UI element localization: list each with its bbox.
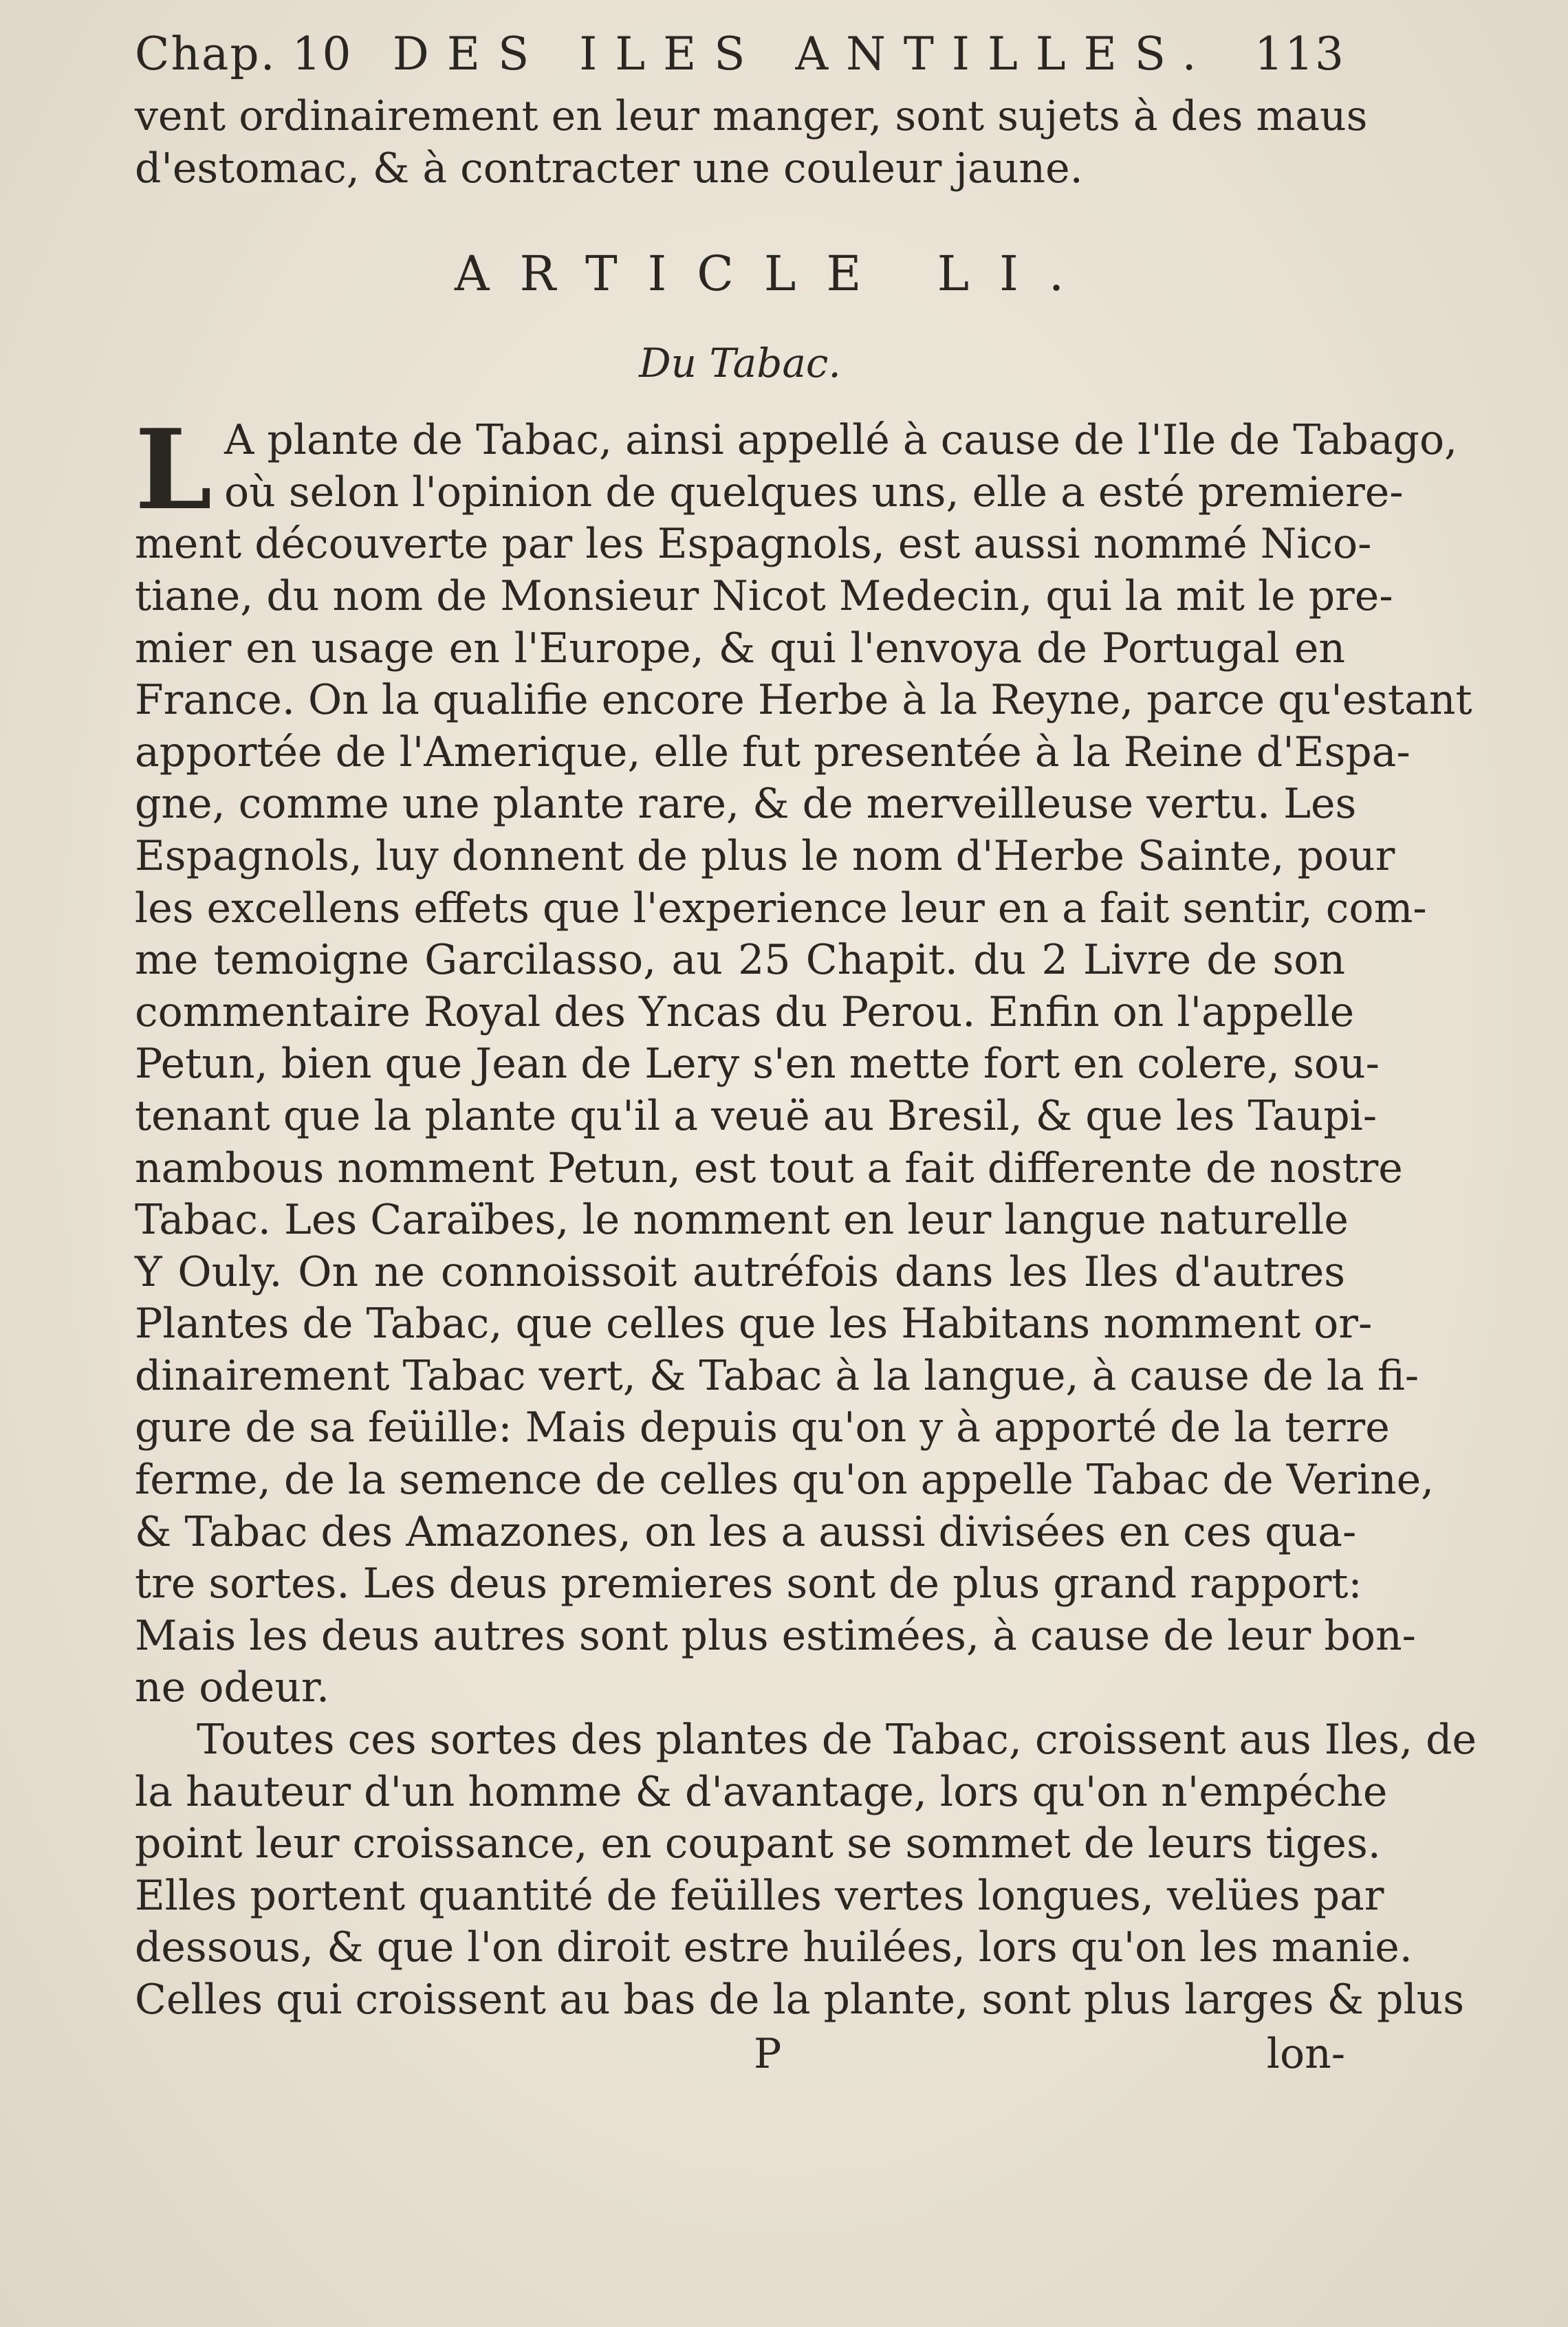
text-line: tenant que la plante qu'il a veuë au Bresil, & que les Taupi- [135, 1091, 1378, 1140]
signature-mark: P [754, 2029, 782, 2078]
text-line: mier en usage en l'Europe, & qui l'envoya de Portugal en [135, 624, 1345, 673]
text-line: Y Ouly. On ne connoissoit autréfois dans les Iles d'autres [135, 1247, 1345, 1296]
text-line: où selon l'opinion de quelques uns, elle a esté premiere- [224, 468, 1404, 516]
running-head [135, 28, 1345, 91]
text-line: me temoigne Garcilasso, au 25 Chapit. du 2 Livre de son [135, 936, 1345, 985]
text-line: gure de sa feüille: Mais depuis qu'on y à apporté de la terre [135, 1403, 1390, 1452]
drop-cap: L [135, 405, 213, 535]
text-line: vent ordinairement en leur manger, sont sujets à des maus [135, 92, 1368, 140]
catchword: lon- [1266, 2029, 1345, 2078]
text-line: Tabac. Les Caraïbes, le nomment en leur langue naturelle [135, 1196, 1349, 1245]
text-line: point leur croissance, en coupant se sommet de leurs tiges. [135, 1820, 1381, 1868]
text-line: apportée de l'Amerique, elle fut presentée à la Reine d'Espa- [135, 728, 1411, 776]
article-heading: ARTICLE LI. [454, 245, 1095, 303]
page-number: 113 [1254, 28, 1345, 80]
text-line: dinairement Tabac vert, & Tabac à la langue, à cause de la fi- [135, 1351, 1419, 1400]
text-line: Petun, bien que Jean de Lery s'en mette fort en colere, sou- [135, 1040, 1380, 1089]
text-line: Mais les deus autres sont plus estimées, à cause de leur bon- [135, 1611, 1416, 1660]
text-line: A plante de Tabac, ainsi appellé à cause de l'Ile de Tabago, [224, 416, 1458, 465]
paragraph [135, 405, 1472, 1714]
text-line: ment découverte par les Espagnols, est aussi nommé Nico- [135, 520, 1372, 569]
text-line: d'estomac, & à contracter une couleur jaune. [135, 144, 1083, 193]
text-line: Celles qui croissent au bas de la plante, sont plus larges & plus [135, 1976, 1465, 2024]
article-subtitle: Du Tabac. [639, 340, 841, 387]
text-line: nambous nomment Petun, est tout a fait differente de nostre [135, 1144, 1403, 1192]
paragraph [135, 1714, 1477, 2026]
text-line: commentaire Royal des Yncas du Perou. Enfin on l'appelle [135, 987, 1355, 1036]
text-line: dessous, & que l'on diroit estre huilées, lors qu'on les manie. [135, 1923, 1413, 1972]
text-line: tiane, du nom de Monsieur Nicot Medecin, qui la mit le pre- [135, 571, 1393, 620]
text-line: Espagnols, luy donnent de plus le nom d'Herbe Sainte, pour [135, 831, 1395, 880]
text-line: la hauteur d'un homme & d'avantage, lors qu'on n'empéche [135, 1767, 1388, 1816]
text-line: Elles portent quantité de feüilles vertes longues, velües par [135, 1871, 1384, 1920]
text-line: France. On la qualifie encore Herbe à la Reyne, parce qu'estant [135, 676, 1472, 725]
text-line: & Tabac des Amazones, on les a aussi divisées en ces qua- [135, 1507, 1357, 1556]
text-line: ferme, de la semence de celles qu'on appelle Tabac de Verine, [135, 1456, 1435, 1505]
page-footer [135, 2026, 1345, 2082]
text-line: gne, comme une plante rare, & de merveilleuse vertu. Les [135, 780, 1357, 829]
text-line: les excellens effets que l'experience leur en a fait sentir, com- [135, 884, 1427, 932]
text-line: ne odeur. [135, 1663, 330, 1712]
text-line: tre sortes. Les deus premieres sont de plus grand rapport: [135, 1560, 1362, 1608]
text-line: Toutes ces sortes des plantes de Tabac, croissent aus Iles, de [197, 1716, 1477, 1765]
text-block [135, 28, 1477, 2082]
chapter-label: Chap. 10 [135, 28, 353, 80]
book-title: DES ILES ANTILLES. [392, 28, 1215, 80]
text-line: Plantes de Tabac, que celles que les Habitans nomment or- [135, 1300, 1373, 1348]
